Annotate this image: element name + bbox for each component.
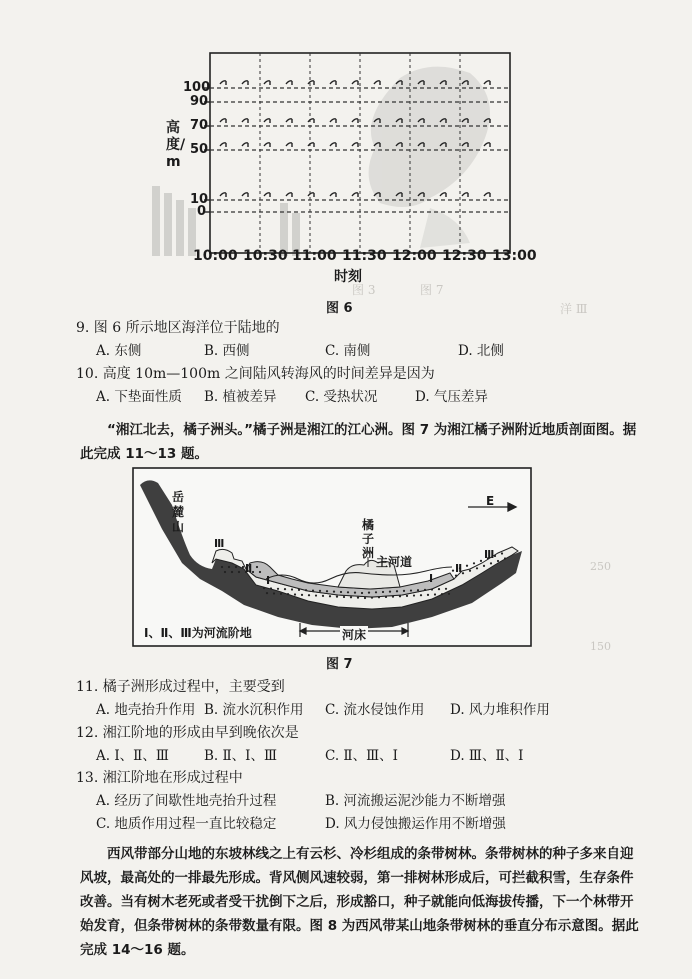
wind-barb	[330, 119, 336, 123]
sediment-dot	[483, 565, 485, 567]
terrace-label: Ⅱ	[455, 562, 463, 575]
sediment-dot	[270, 587, 272, 589]
sediment-dot	[406, 595, 408, 597]
wind-barb	[286, 119, 292, 123]
sediment-dot	[231, 571, 233, 573]
wind-barb	[242, 119, 248, 123]
sediment-dot	[385, 596, 387, 598]
sediment-dot	[466, 565, 468, 567]
sediment-dot	[392, 596, 394, 598]
wind-barb	[352, 143, 358, 147]
sediment-dot	[347, 591, 349, 593]
sediment-dot	[259, 571, 261, 573]
wind-barb	[242, 81, 248, 85]
sediment-dot	[273, 592, 275, 594]
sediment-dot	[480, 560, 482, 562]
sediment-dot	[389, 591, 391, 593]
sediment-dot	[399, 595, 401, 597]
figure-7-cross-section	[132, 467, 532, 647]
sediment-dot	[452, 570, 454, 572]
sediment-dot	[336, 596, 338, 598]
sediment-dot	[371, 597, 373, 599]
terrace-label: Ⅲ	[214, 537, 225, 550]
sediment-dot	[431, 588, 433, 590]
q12-option-a[interactable]: A. Ⅰ、Ⅱ、Ⅲ	[96, 748, 169, 764]
y-tick: 90	[190, 94, 209, 109]
y-tick: 100	[183, 80, 211, 95]
wind-barb	[308, 143, 314, 147]
q12-option-c[interactable]: C. Ⅱ、Ⅲ、Ⅰ	[325, 748, 398, 764]
wind-barb	[484, 143, 490, 147]
sediment-dot	[301, 594, 303, 596]
sediment-dot	[497, 560, 499, 562]
wind-barb	[352, 193, 358, 197]
sediment-dot	[476, 567, 478, 569]
sediment-dot	[420, 594, 422, 596]
wind-barb	[330, 143, 336, 147]
q9-option-c[interactable]: C. 南侧	[325, 343, 371, 359]
q10-option-b[interactable]: B. 植被差异	[204, 389, 277, 405]
sediment-dot	[312, 589, 314, 591]
sediment-dot	[221, 566, 223, 568]
y-tick: 0	[197, 204, 207, 219]
terrace-label: Ⅲ	[484, 548, 495, 561]
sediment-dot	[350, 596, 352, 598]
q13-option-d[interactable]: D. 风力侵蚀搬运作用不断增强	[325, 816, 506, 832]
bleed-text: 图 7	[420, 283, 444, 297]
sediment-dot	[326, 590, 328, 592]
wind-barb	[484, 193, 490, 197]
wind-barb	[286, 81, 292, 85]
sediment-dot	[378, 596, 380, 598]
wind-barb	[220, 143, 226, 147]
sediment-dot	[319, 590, 321, 592]
wind-barb	[220, 119, 226, 123]
sediment-dot	[441, 593, 443, 595]
wind-barb	[220, 193, 226, 197]
sediment-dot	[501, 552, 503, 554]
terrace-label: Ⅱ	[245, 562, 253, 575]
q10-option-d[interactable]: D. 气压差异	[415, 389, 488, 405]
x-tick: 11:30	[342, 248, 387, 264]
sediment-dot	[368, 592, 370, 594]
label-east: E	[486, 494, 495, 508]
sediment-dot	[343, 596, 345, 598]
question-9: 9. 图 6 所示地区海洋位于陆地的	[76, 320, 280, 336]
wind-barb	[242, 193, 248, 197]
sediment-dot	[287, 593, 289, 595]
sediment-dot	[445, 588, 447, 590]
sediment-dot	[238, 571, 240, 573]
sediment-dot	[396, 590, 398, 592]
q13-option-a[interactable]: A. 经历了间歇性地壳抬升过程	[96, 793, 277, 809]
q9-option-b[interactable]: B. 西侧	[204, 343, 250, 359]
question-10: 10. 高度 10m—100m 之间陆风转海风的时间差异是因为	[76, 366, 435, 382]
wind-barb	[242, 143, 248, 147]
sediment-dot	[266, 592, 268, 594]
wind-barb	[286, 193, 292, 197]
wind-barb	[440, 193, 446, 197]
y-tick: 70	[190, 118, 209, 133]
intro-paragraph-14-16: 西风带部分山地的东坡林线之上有云杉、冷杉组成的条带树林。条带树林的种子多来自迎风坡，最高处的一排最先形成。背风侧风速较弱，第一排树林形成后，可拦截积雪，生存条件改善。当有树木老死或者受干扰倒下之后，形成豁口，种子就能向低海拔传播，下一个林带开始发育，但条带树林的条带数量有限。图 8 为西风带某山地条带树林的垂直分布示意图。据此完成 14～16 题。	[80, 846, 639, 958]
x-tick: 10:00	[193, 248, 238, 264]
q13-option-b[interactable]: B. 河流搬运泥沙能力不断增强	[325, 793, 506, 809]
q13-option-c[interactable]: C. 地质作用过程一直比较稳定	[96, 816, 277, 832]
sediment-dot	[354, 592, 356, 594]
q9-option-a[interactable]: A. 东侧	[96, 343, 142, 359]
wind-barb	[308, 193, 314, 197]
wind-barb	[330, 193, 336, 197]
label-yuelu-mountain: 岳麓山	[172, 490, 185, 534]
sediment-dot	[235, 566, 237, 568]
wind-barb	[264, 143, 270, 147]
x-tick: 12:30	[442, 248, 487, 264]
x-tick: 10:30	[243, 248, 288, 264]
q10-option-c[interactable]: C. 受热状况	[305, 389, 378, 405]
sediment-dot	[375, 591, 377, 593]
q12-option-b[interactable]: B. Ⅱ、Ⅰ、Ⅲ	[204, 748, 278, 764]
bleed-text: 图 3	[352, 283, 376, 297]
label-riverbed: 河床	[342, 628, 367, 642]
wind-barb	[264, 193, 270, 197]
sediment-dot	[329, 595, 331, 597]
terrace-legend: Ⅰ、Ⅱ、Ⅲ为河流阶地	[144, 626, 252, 640]
q11-option-a[interactable]: A. 地壳抬升作用	[96, 702, 196, 718]
sediment-dot	[333, 591, 335, 593]
q10-option-a[interactable]: A. 下垫面性质	[96, 389, 182, 405]
wind-barb	[352, 119, 358, 123]
sediment-dot	[305, 589, 307, 591]
intro-paragraph-11-13: “湘江北去，橘子洲头。”橘子洲是湘江的江心洲。图 7 为湘江橘子洲附近地质剖面图。据此完成 11～13 题。	[80, 422, 637, 462]
sediment-dot	[361, 592, 363, 594]
bleed-text: 150	[590, 640, 611, 653]
sediment-dot	[424, 589, 426, 591]
x-tick: 13:00	[492, 248, 537, 264]
sediment-dot	[294, 593, 296, 595]
background-map	[369, 67, 490, 248]
wind-barb	[308, 81, 314, 85]
sediment-dot	[277, 588, 279, 590]
label-main-channel: 主河道	[376, 555, 413, 569]
question-12: 12. 湘江阶地的形成由早到晚依次是	[76, 725, 299, 741]
q12-option-d[interactable]: D. Ⅲ、Ⅱ、Ⅰ	[450, 748, 524, 764]
terrace-label: Ⅰ	[429, 572, 434, 585]
wind-barb	[286, 143, 292, 147]
sediment-dot	[284, 588, 286, 590]
sediment-dot	[473, 562, 475, 564]
sediment-dot	[490, 562, 492, 564]
wind-barb	[374, 81, 380, 85]
figure-7-caption: 图 7	[326, 657, 353, 672]
figure-6-caption: 图 6	[326, 301, 353, 316]
wind-barb	[484, 81, 490, 85]
sediment-dot	[448, 593, 450, 595]
sediment-dot	[410, 589, 412, 591]
sediment-dot	[340, 591, 342, 593]
sediment-dot	[469, 570, 471, 572]
sediment-dot	[357, 597, 359, 599]
sediment-dot	[256, 566, 258, 568]
sediment-dot	[417, 589, 419, 591]
y-tick: 50	[190, 142, 209, 157]
sediment-dot	[382, 591, 384, 593]
sediment-dot	[263, 587, 265, 589]
wind-barb	[264, 119, 270, 123]
x-tick: 12:00	[392, 248, 437, 264]
bleed-text: 洋 Ⅲ	[560, 302, 588, 316]
terrace-label: Ⅰ	[266, 574, 271, 587]
wind-barb	[330, 81, 336, 85]
sediment-dot	[298, 589, 300, 591]
wind-barb	[264, 81, 270, 85]
sediment-dot	[228, 566, 230, 568]
sediment-dot	[322, 595, 324, 597]
wind-barb	[308, 119, 314, 123]
sediment-dot	[308, 594, 310, 596]
label-juzizhou: 橘子洲	[362, 518, 375, 560]
wind-barb	[220, 81, 226, 85]
sediment-dot	[427, 594, 429, 596]
y-axis-label: 高度/m	[166, 120, 186, 170]
x-axis-label: 时刻	[334, 269, 362, 285]
sediment-dot	[291, 588, 293, 590]
sediment-dot	[242, 566, 244, 568]
y-tick: 10	[190, 192, 209, 207]
sediment-dot	[434, 593, 436, 595]
bleed-text: 250	[590, 560, 611, 573]
sediment-dot	[315, 594, 317, 596]
q11-option-d[interactable]: D. 风力堆积作用	[450, 702, 550, 718]
wind-barb	[462, 193, 468, 197]
q9-option-d[interactable]: D. 北侧	[458, 343, 504, 359]
wind-barb	[352, 81, 358, 85]
sediment-dot	[224, 571, 226, 573]
question-13: 13. 湘江阶地在形成过程中	[76, 770, 243, 786]
q11-option-b[interactable]: B. 流水沉积作用	[204, 702, 304, 718]
sediment-dot	[438, 588, 440, 590]
sediment-dot	[504, 557, 506, 559]
sediment-dot	[280, 593, 282, 595]
sediment-dot	[364, 597, 366, 599]
sediment-dot	[413, 594, 415, 596]
x-tick: 11:00	[292, 248, 337, 264]
question-11: 11. 橘子洲形成过程中，主要受到	[76, 679, 285, 695]
q11-option-c[interactable]: C. 流水侵蚀作用	[325, 702, 425, 718]
sediment-dot	[403, 590, 405, 592]
